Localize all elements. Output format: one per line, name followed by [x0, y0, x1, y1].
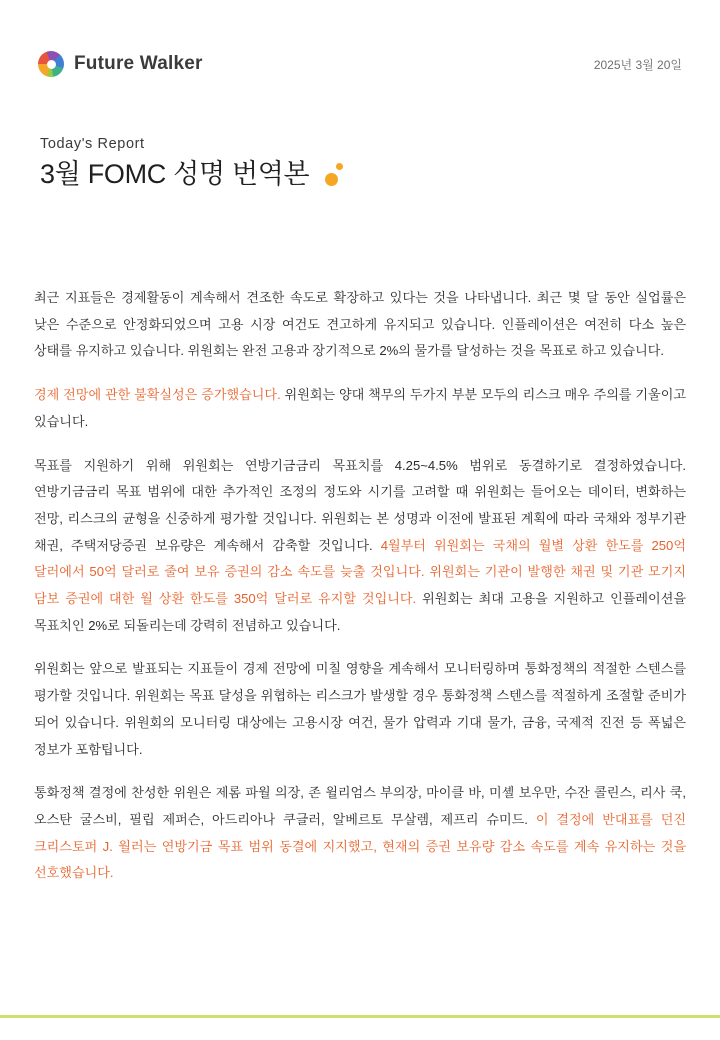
- body-paragraph: [34, 285, 686, 365]
- brand: [38, 51, 203, 77]
- accent-dot-small-icon: [336, 163, 343, 170]
- report-kicker: Today's Report: [40, 136, 145, 152]
- body-text: 위원회는 최대 고용을 지원하고 인플레이션을 목표치인 2%로 되돌리는데 강력히 전념하고 있습니다.: [34, 591, 687, 633]
- body-text: 위원회는 양대 책무의 두가지 부분 모두의 리스크 매우 주의를 기울이고 있습니다.: [34, 387, 686, 429]
- body-text: 최근 지표들은 경제활동이 계속해서 견조한 속도로 확장하고 있다는 것을 나타냅니다. 최근 몇 달 동안 실업률은 낮은 수준으로 안정화되었으며 고용 시장 여건도 견고하게 유지되고 있습니다. 인플레이션은 여전히 다소 높은 상태를 유지하고 있습니다. 위원회는 완전 고용과 장기적으로 2%의 물가를 달성하는 것을 목표로 하고 있습니다.: [34, 290, 686, 359]
- highlighted-text: 이 결정에 반대표를 던진 크리스토퍼 J. 월러는 연방기금 목표 범위 동결에 지지했고, 현재의 증권 보유량 감소 속도를 계속 유지하는 것을 선호했습니다.: [34, 811, 686, 881]
- document-body: [34, 285, 686, 887]
- brand-name: Future Walker: [74, 53, 203, 74]
- accent-dot-large-icon: [325, 173, 338, 186]
- highlighted-text: 경제 전망에 관한 불확실성은 증가했습니다.: [34, 387, 281, 403]
- body-text: 통화정책 결정에 찬성한 위원은 제롬 파월 의장, 존 윌리엄스 부의장, 마이클 바, 미셸 보우만, 수잔 콜린스, 리사 쿡, 오스탄 굴스비, 필립 제퍼슨, 아드리아나 쿠글러, 알베르토 무살렘, 제프리 슈미드.: [34, 785, 686, 827]
- body-paragraph: [34, 453, 686, 640]
- title-block: [40, 136, 680, 192]
- page-header: [38, 44, 682, 84]
- page-title: 3월 FOMC 성명 번역본: [40, 159, 310, 189]
- highlighted-text: 4월부터 위원회는 국채의 월별 상환 한도를 250억 달러에서 50억 달러로 줄여 보유 증권의 감소 속도를 늦출 것입니다. 위원회는 기관이 발행한 채권 및 기관 모기지 담보 증권에 대한 월 상환 한도를 350억 달러로 유지할 것입니다.: [34, 537, 686, 607]
- color-wheel-logo-icon: [38, 51, 64, 77]
- footer-rule: [0, 1015, 720, 1018]
- body-text: 목표를 지원하기 위해 위원회는 연방기금금리 목표치를 4.25~4.5% 범위로 동결하기로 결정하였습니다. 연방기금금리 목표 범위에 대한 추가적인 조정의 정도와 시기를 고려할 때 위원회는 들어오는 데이터, 변화하는 전망, 리스크의 균형을 신중하게 평가할 것입니다. 위원회는 본 성명과 이전에 발표된 계획에 따라 국채와 정부기관 채권, 주택저당증권 보유량은 계속해서 감축할 것입니다.: [34, 457, 686, 553]
- report-date: 2025년 3월 20일: [593, 57, 682, 72]
- body-paragraph: [34, 382, 686, 435]
- body-text: 위원회는 앞으로 발표되는 지표들이 경제 전망에 미칠 영향을 계속해서 모니터링하며 통화정책의 적절한 스텐스를 평가할 것입니다. 위원회는 목표 달성을 위협하는 리스크가 발생할 경우 통화정책 스텐스를 적절하게 조절할 준비가 되어 있습니다. 위원회의 모니터링 대상에는 고용시장 여건, 물가 압력과 기대 물가, 금융, 국제적 진전 등 폭넓은 정보가 포함팁니다.: [34, 661, 686, 757]
- body-paragraph: [34, 780, 686, 887]
- accent-dots-icon: [321, 162, 347, 192]
- body-paragraph: [34, 656, 686, 763]
- title-row: [40, 158, 680, 192]
